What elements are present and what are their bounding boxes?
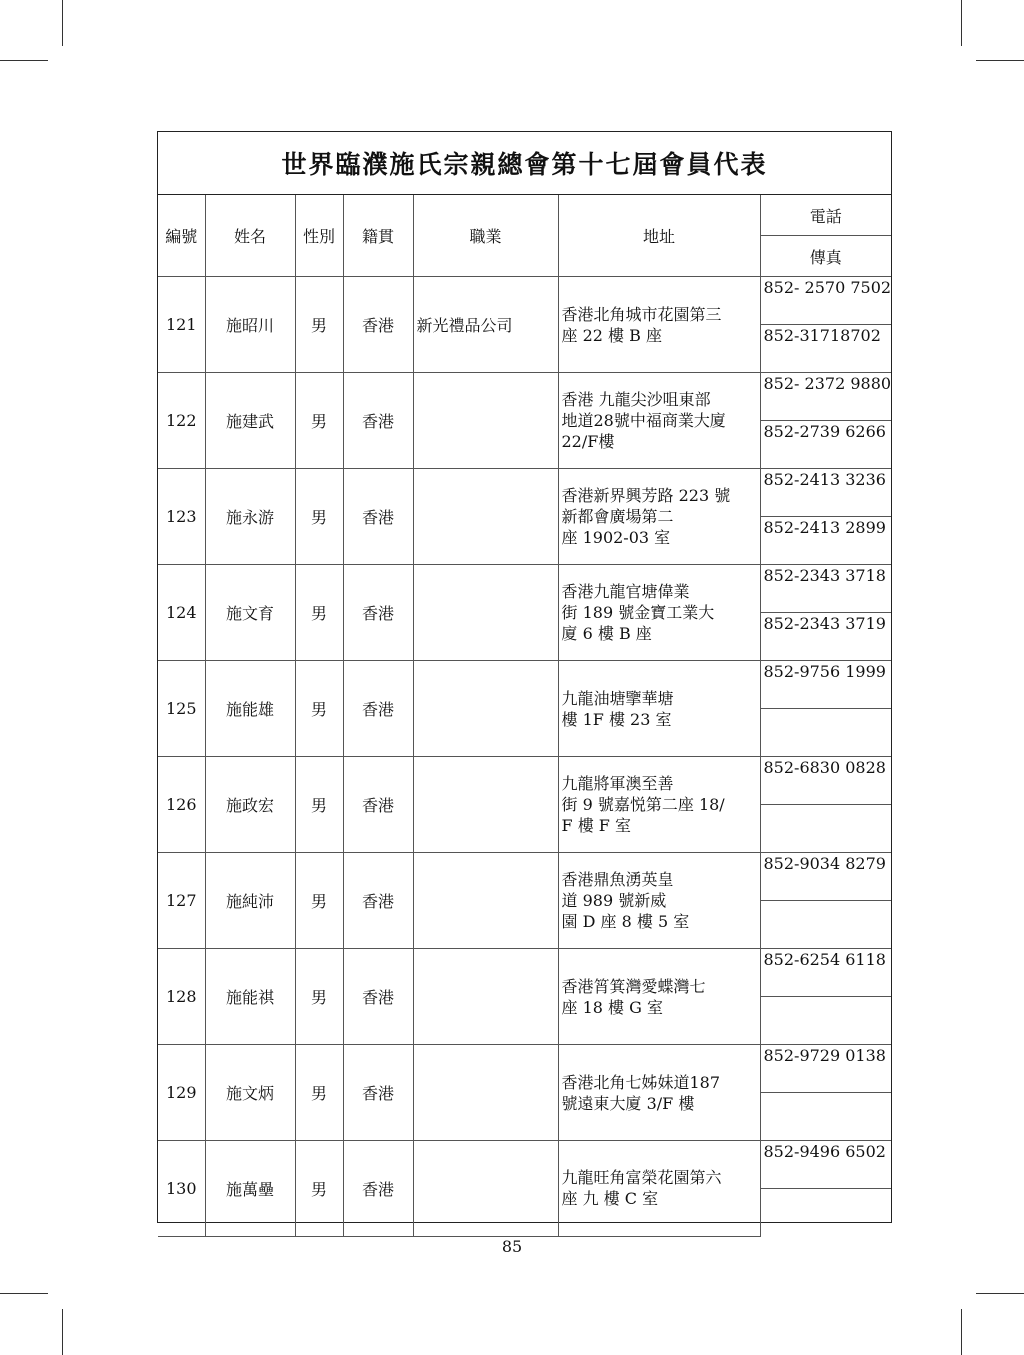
cell-fax (760, 1189, 891, 1237)
cell-no: 124 (158, 565, 205, 661)
cell-job (413, 757, 558, 853)
cell-name: 施能祺 (205, 949, 295, 1045)
crop-mark (961, 1309, 962, 1355)
cell-name: 施文育 (205, 565, 295, 661)
table-row (158, 757, 891, 805)
cell-address (558, 949, 760, 1045)
member-table-sheet (157, 131, 892, 1223)
cell-origin: 香港 (343, 1045, 413, 1141)
address-line: 香港北角城市花園第三 (561, 304, 722, 324)
crop-mark (62, 0, 63, 46)
cell-job (413, 949, 558, 1045)
cell-gender: 男 (295, 949, 343, 1045)
table-row (158, 949, 891, 997)
cell-phone: 852-2413 3236 (760, 469, 891, 517)
cell-fax (760, 709, 891, 757)
cell-origin: 香港 (343, 565, 413, 661)
cell-phone: 852-6254 6118 (760, 949, 891, 997)
address-line: 香港鼎魚湧英皇 (561, 870, 674, 889)
cell-no: 126 (158, 757, 205, 853)
header-fax: 傳真 (760, 236, 891, 277)
cell-name: 施永游 (205, 469, 295, 565)
address-line: 街 9 號嘉悦第二座 18/ (561, 795, 725, 814)
address-line: 座 1902-03 室 (561, 528, 671, 547)
cell-gender: 男 (295, 1045, 343, 1141)
crop-mark (0, 1293, 48, 1294)
cell-address (558, 469, 760, 565)
address-line: 座 22 樓 B 座 (561, 325, 662, 345)
header-no: 編號 (158, 195, 205, 277)
cell-address (558, 1141, 760, 1237)
cell-address (558, 661, 760, 757)
cell-job (413, 1141, 558, 1237)
address-line: F 樓 F 室 (561, 816, 631, 835)
cell-address (558, 373, 760, 469)
cell-no: 121 (158, 277, 205, 373)
address-line: 香港 九龍尖沙咀東部 (561, 390, 711, 409)
cell-gender: 男 (295, 277, 343, 373)
cell-job (413, 469, 558, 565)
address-line: 香港北角七姊妹道187 (561, 1072, 721, 1092)
cell-no: 127 (158, 853, 205, 949)
address-line: 香港新界興芳路 223 號 (561, 486, 731, 505)
cell-no: 123 (158, 469, 205, 565)
header-phone: 電話 (760, 195, 891, 236)
cell-job (413, 661, 558, 757)
address-line: 廈 6 樓 B 座 (561, 624, 652, 643)
address-line: 22/F樓 (561, 432, 615, 451)
cell-address (558, 1045, 760, 1141)
cell-fax: 852-2413 2899 (760, 517, 891, 565)
cell-address (558, 757, 760, 853)
table-title: 世界臨濮施氏宗親總會第十七屆會員代表 (158, 132, 891, 195)
address-line: 九龍將軍澳至善 (561, 774, 674, 793)
cell-fax: 852-2739 6266 (760, 421, 891, 469)
cell-name: 施建武 (205, 373, 295, 469)
cell-fax: 852-2343 3719 (760, 613, 891, 661)
address-line: 座 九 樓 C 室 (561, 1189, 659, 1209)
cell-job (413, 853, 558, 949)
table-row (158, 565, 891, 613)
cell-address (558, 277, 760, 373)
address-line: 香港九龍官塘偉業 (561, 582, 690, 601)
cell-fax (760, 805, 891, 853)
cell-fax: 852-31718702 (760, 325, 891, 373)
address-line: 香港筲箕灣愛蝶灣七 (561, 976, 706, 996)
cell-no: 129 (158, 1045, 205, 1141)
cell-origin: 香港 (343, 469, 413, 565)
crop-mark (976, 1293, 1024, 1294)
address-line: 新都會廣場第二 (561, 507, 674, 526)
cell-gender: 男 (295, 661, 343, 757)
header-job: 職業 (413, 195, 558, 277)
cell-name: 施能雄 (205, 661, 295, 757)
cell-job (413, 1045, 558, 1141)
cell-origin: 香港 (343, 757, 413, 853)
cell-origin: 香港 (343, 949, 413, 1045)
cell-job (413, 565, 558, 661)
header-name: 姓名 (205, 195, 295, 277)
address-line: 地道28號中福商業大廈 (561, 411, 726, 430)
cell-name: 施萬壘 (205, 1141, 295, 1237)
cell-origin: 香港 (343, 373, 413, 469)
cell-origin: 香港 (343, 277, 413, 373)
address-line: 園 D 座 8 樓 5 室 (561, 912, 690, 931)
address-line: 號遠東大廈 3/F 樓 (561, 1093, 695, 1113)
cell-job (413, 373, 558, 469)
cell-fax (760, 1093, 891, 1141)
cell-name: 施政宏 (205, 757, 295, 853)
header-gender: 性別 (295, 195, 343, 277)
cell-phone: 852- 2372 9880 (760, 373, 891, 421)
cell-no: 130 (158, 1141, 205, 1237)
cell-phone: 852-9496 6502 (760, 1141, 891, 1189)
cell-origin: 香港 (343, 1141, 413, 1237)
table-row (158, 469, 891, 517)
cell-no: 122 (158, 373, 205, 469)
crop-mark (961, 0, 962, 46)
cell-no: 128 (158, 949, 205, 1045)
crop-mark (0, 60, 48, 61)
cell-gender: 男 (295, 469, 343, 565)
cell-origin: 香港 (343, 853, 413, 949)
cell-no: 125 (158, 661, 205, 757)
cell-address (558, 565, 760, 661)
cell-name: 施純沛 (205, 853, 295, 949)
cell-job: 新光禮品公司 (413, 277, 558, 373)
cell-fax (760, 901, 891, 949)
cell-name: 施文炳 (205, 1045, 295, 1141)
table-row (158, 1045, 891, 1093)
page-number: 85 (501, 1237, 523, 1256)
cell-phone: 852- 2570 7502 (760, 277, 891, 325)
cell-fax (760, 997, 891, 1045)
cell-phone: 852-9756 1999 (760, 661, 891, 709)
cell-name: 施昭川 (205, 277, 295, 373)
cell-gender: 男 (295, 373, 343, 469)
table-row (158, 373, 891, 421)
cell-origin: 香港 (343, 661, 413, 757)
cell-gender: 男 (295, 565, 343, 661)
cell-phone: 852-9729 0138 (760, 1045, 891, 1093)
cell-phone: 852-6830 0828 (760, 757, 891, 805)
table-row (158, 853, 891, 901)
cell-gender: 男 (295, 1141, 343, 1237)
crop-mark (62, 1309, 63, 1355)
address-line: 九龍油塘擥華塘 (561, 688, 674, 708)
table-row (158, 277, 891, 325)
table-row (158, 1141, 891, 1189)
address-line: 座 18 樓 G 室 (561, 997, 663, 1017)
table-row (158, 661, 891, 709)
cell-gender: 男 (295, 853, 343, 949)
member-table (158, 195, 891, 1237)
crop-mark (976, 60, 1024, 61)
cell-phone: 852-9034 8279 (760, 853, 891, 901)
address-line: 九龍旺角富榮花園第六 (561, 1168, 722, 1188)
cell-phone: 852-2343 3718 (760, 565, 891, 613)
header-address: 地址 (558, 195, 760, 277)
address-line: 街 189 號金寶工業大 (561, 603, 715, 622)
cell-gender: 男 (295, 757, 343, 853)
header-origin: 籍貫 (343, 195, 413, 277)
address-line: 道 989 號新威 (561, 891, 667, 910)
address-line: 樓 1F 樓 23 室 (561, 709, 672, 729)
cell-address (558, 853, 760, 949)
